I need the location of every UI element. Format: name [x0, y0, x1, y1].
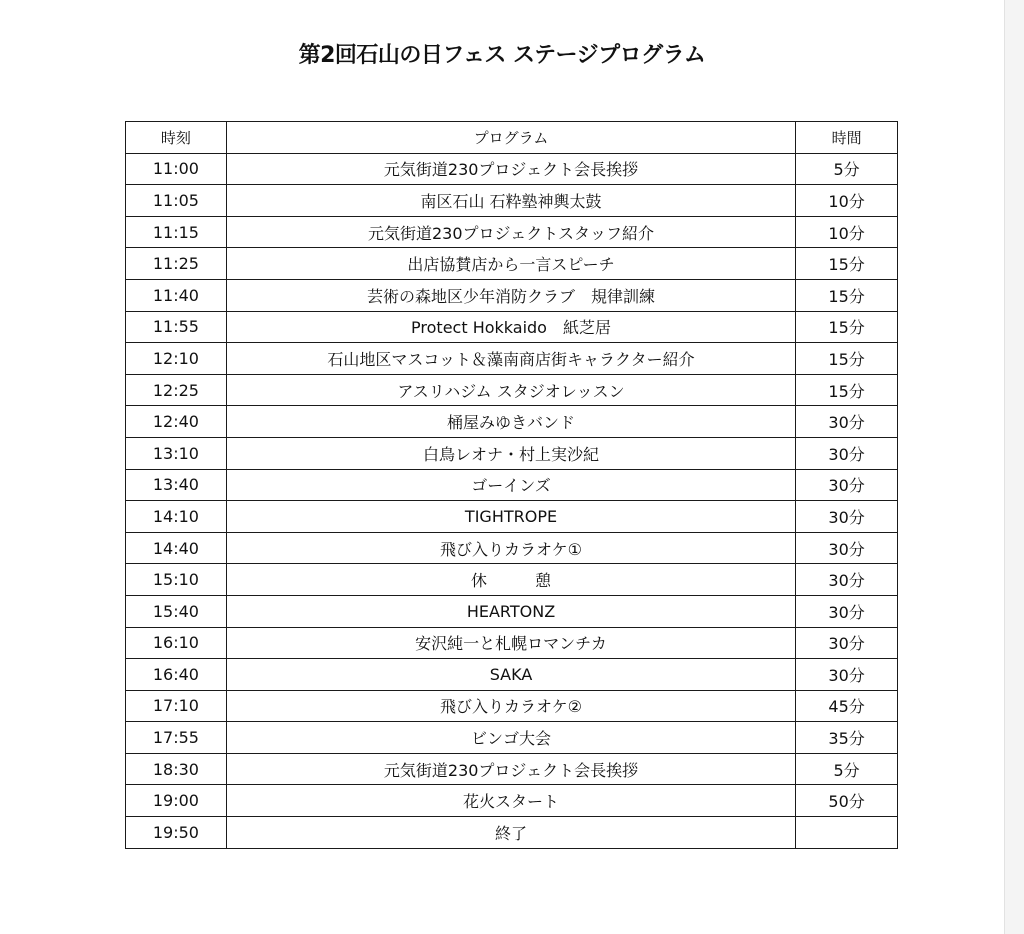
duration-cell: 45分: [796, 690, 898, 722]
duration-cell: [796, 817, 898, 849]
time-cell: 12:10: [126, 343, 227, 375]
table-row: [126, 248, 898, 280]
program-cell: 桶屋みゆきバンド: [226, 406, 795, 438]
table-row: [126, 216, 898, 248]
time-cell: 14:10: [126, 501, 227, 533]
duration-cell: 10分: [796, 216, 898, 248]
program-cell: 元気街道230プロジェクトスタッフ紹介: [226, 216, 795, 248]
table-row: [126, 690, 898, 722]
program-cell: 飛び入りカラオケ①: [226, 532, 795, 564]
table-row: [126, 659, 898, 691]
table-row: [126, 437, 898, 469]
duration-cell: 15分: [796, 279, 898, 311]
time-cell: 13:10: [126, 437, 227, 469]
program-cell: 芸術の森地区少年消防クラブ 規律訓練: [226, 279, 795, 311]
time-cell: 13:40: [126, 469, 227, 501]
table-row: [126, 343, 898, 375]
table-row: [126, 469, 898, 501]
duration-cell: 50分: [796, 785, 898, 817]
table-row: [126, 311, 898, 343]
table-row: [126, 153, 898, 185]
column-header-time: 時刻: [126, 122, 227, 154]
duration-cell: 30分: [796, 469, 898, 501]
time-cell: 11:00: [126, 153, 227, 185]
program-cell: 終了: [226, 817, 795, 849]
table-row: [126, 753, 898, 785]
time-cell: 16:40: [126, 659, 227, 691]
time-cell: 12:40: [126, 406, 227, 438]
table-row: [126, 722, 898, 754]
table-row: [126, 501, 898, 533]
time-cell: 15:40: [126, 595, 227, 627]
program-cell: 元気街道230プロジェクト会長挨拶: [226, 153, 795, 185]
program-cell: TIGHTROPE: [226, 501, 795, 533]
schedule-table: [125, 121, 898, 849]
time-cell: 18:30: [126, 753, 227, 785]
duration-cell: 30分: [796, 627, 898, 659]
table-row: [126, 185, 898, 217]
document-title: 第2回石山の日フェス ステージプログラム: [298, 43, 706, 68]
duration-cell: 30分: [796, 564, 898, 596]
time-cell: 17:10: [126, 690, 227, 722]
duration-cell: 5分: [796, 153, 898, 185]
program-cell: 石山地区マスコット＆藻南商店街キャラクター紹介: [226, 343, 795, 375]
time-cell: 12:25: [126, 374, 227, 406]
time-cell: 19:50: [126, 817, 227, 849]
table-row: [126, 817, 898, 849]
duration-cell: 15分: [796, 311, 898, 343]
duration-cell: 15分: [796, 343, 898, 375]
duration-cell: 10分: [796, 185, 898, 217]
time-cell: 11:15: [126, 216, 227, 248]
time-cell: 11:25: [126, 248, 227, 280]
column-header-program: プログラム: [226, 122, 795, 154]
table-row: [126, 279, 898, 311]
program-cell: HEARTONZ: [226, 595, 795, 627]
table-row: [126, 627, 898, 659]
duration-cell: 30分: [796, 595, 898, 627]
program-cell: アスリハジム スタジオレッスン: [226, 374, 795, 406]
program-cell: 休 憩: [226, 564, 795, 596]
duration-cell: 35分: [796, 722, 898, 754]
time-cell: 11:55: [126, 311, 227, 343]
time-cell: 15:10: [126, 564, 227, 596]
duration-cell: 15分: [796, 248, 898, 280]
time-cell: 16:10: [126, 627, 227, 659]
program-cell: 南区石山 石粋塾神輿太鼓: [226, 185, 795, 217]
duration-cell: 30分: [796, 659, 898, 691]
program-cell: SAKA: [226, 659, 795, 691]
table-header-row: [126, 122, 898, 154]
table-row: [126, 564, 898, 596]
duration-cell: 15分: [796, 374, 898, 406]
table-row: [126, 785, 898, 817]
time-cell: 11:40: [126, 279, 227, 311]
duration-cell: 30分: [796, 501, 898, 533]
program-cell: ビンゴ大会: [226, 722, 795, 754]
program-cell: 飛び入りカラオケ②: [226, 690, 795, 722]
table-row: [126, 406, 898, 438]
program-cell: ゴーインズ: [226, 469, 795, 501]
time-cell: 11:05: [126, 185, 227, 217]
time-cell: 19:00: [126, 785, 227, 817]
duration-cell: 30分: [796, 532, 898, 564]
table-row: [126, 374, 898, 406]
table-row: [126, 595, 898, 627]
program-cell: Protect Hokkaido 紙芝居: [226, 311, 795, 343]
program-cell: 花火スタート: [226, 785, 795, 817]
program-cell: 白鳥レオナ・村上実沙紀: [226, 437, 795, 469]
program-cell: 元気街道230プロジェクト会長挨拶: [226, 753, 795, 785]
column-header-duration: 時間: [796, 122, 898, 154]
duration-cell: 30分: [796, 437, 898, 469]
program-cell: 出店協賛店から一言スピーチ: [226, 248, 795, 280]
time-cell: 14:40: [126, 532, 227, 564]
duration-cell: 5分: [796, 753, 898, 785]
page-edge: [1004, 0, 1024, 934]
duration-cell: 30分: [796, 406, 898, 438]
program-cell: 安沢純一と札幌ロマンチカ: [226, 627, 795, 659]
table-row: [126, 532, 898, 564]
time-cell: 17:55: [126, 722, 227, 754]
